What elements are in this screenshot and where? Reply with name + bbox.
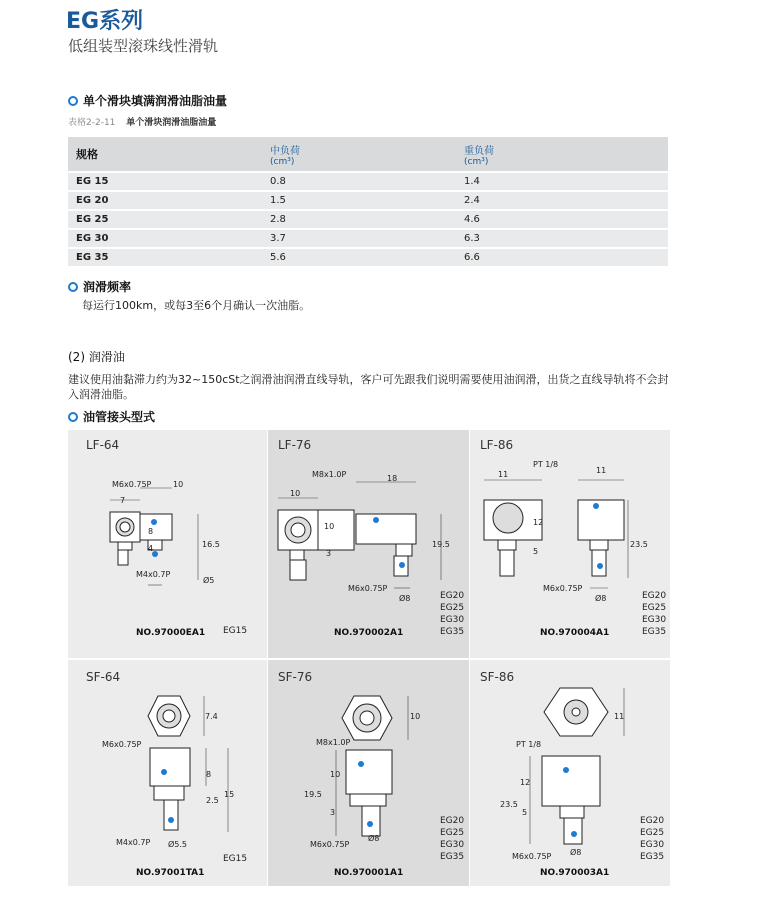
sf76-drawing: [328, 688, 458, 848]
dim-label: M6x0.75P: [310, 840, 350, 849]
dim-label: PT 1/8: [516, 740, 542, 749]
sf64-drawing: [128, 688, 258, 848]
dim-label: M4x0.7P: [116, 838, 151, 847]
eg-spec: EG25: [640, 828, 665, 838]
dim-label: M6x0.75P: [112, 480, 152, 489]
fitting-name: LF-64: [86, 438, 120, 452]
eg-spec: EG30: [440, 615, 465, 625]
dim-label: M6x0.75P: [543, 584, 583, 593]
dim-label: 10: [410, 712, 421, 721]
cell-heavy: 6.6: [456, 249, 668, 266]
section-heading-grease: 单个滑块填满润滑油脂油量: [68, 92, 227, 109]
fitting-name: LF-86: [480, 438, 514, 452]
cell-spec: EG 20: [68, 192, 262, 209]
table-row: [68, 249, 668, 266]
eg-spec: EG30: [642, 615, 667, 625]
dim-label: 3: [330, 808, 336, 817]
dim-label: 10: [290, 489, 301, 498]
oil-text: 建议使用油黏滞力约为32~150cSt之润滑油润滑直线导轨，客户可先跟我们说明需要使用油润滑，出货之直线导轨将不会封入润滑油脂。: [68, 373, 669, 401]
dim-label: PT 1/8: [533, 460, 559, 469]
eg-spec: EG20: [640, 816, 665, 826]
dim-label: 10: [324, 522, 335, 531]
lf64-drawing: [88, 470, 258, 605]
fitting-name: LF-76: [278, 438, 312, 452]
dim-label: Ø8: [399, 594, 411, 603]
dim-label: M8x1.0P: [312, 470, 347, 479]
dim-label: Ø5: [203, 576, 215, 585]
part-number: NO.970001A1: [334, 868, 404, 878]
eg-spec: EG20: [440, 591, 465, 601]
page-subtitle: 低组装型滚珠线性滑轨: [68, 37, 219, 55]
dim-label: Ø8: [368, 834, 380, 843]
dim-label: M6x0.75P: [348, 584, 388, 593]
eg-spec: EG25: [440, 828, 465, 838]
part-number: NO.97001TA1: [136, 868, 205, 878]
fitting-name: SF-86: [480, 670, 515, 684]
dim-label: 23.5: [630, 540, 648, 549]
part-number: NO.97000EA1: [136, 628, 206, 638]
part-number: NO.970004A1: [540, 628, 610, 638]
table-row: [68, 173, 668, 190]
eg-spec-list: [642, 590, 666, 638]
dim-label: 18: [387, 474, 398, 483]
eg-spec-list: [440, 590, 464, 638]
dim-label: 7: [120, 496, 126, 505]
dim-label: 15: [224, 790, 235, 799]
cell-medium: 3.7: [262, 230, 456, 247]
dim-label: 4: [148, 544, 154, 553]
eg-spec-list: [640, 815, 664, 863]
col-header-heavy-unit: (cm³): [464, 156, 489, 167]
dim-label: M8x1.0P: [316, 738, 351, 747]
dim-label: 12: [533, 518, 544, 527]
table-caption: [68, 115, 216, 128]
col-header-spec: 规格: [68, 137, 262, 171]
eg-spec: EG25: [440, 603, 465, 613]
eg-spec: EG35: [640, 852, 665, 862]
table-row: [68, 192, 668, 209]
col-header-heavy-label: 重负荷: [464, 145, 494, 157]
col-header-medium-unit: (cm³): [270, 156, 295, 167]
eg-spec-list: [440, 815, 464, 863]
fitting-panel-sf76: [268, 660, 469, 886]
dim-label: 16.5: [202, 540, 220, 549]
cell-heavy: 2.4: [456, 192, 668, 209]
sf86-drawing: [520, 684, 660, 849]
cell-spec: EG 15: [68, 173, 262, 190]
table-row: [68, 211, 668, 228]
dim-label: Ø5.5: [168, 840, 188, 849]
dim-label: 11: [614, 712, 625, 721]
dim-label: Ø8: [570, 848, 582, 857]
bullet-icon: [68, 412, 78, 422]
eg-spec: EG30: [640, 840, 665, 850]
eg-spec: EG15: [223, 626, 248, 636]
dim-label: 8: [148, 527, 154, 536]
eg-spec: EG30: [440, 840, 465, 850]
eg-spec: EG25: [642, 603, 667, 613]
eg-spec: EG35: [440, 852, 465, 862]
dim-label: 10: [173, 480, 184, 489]
dim-label: Ø8: [595, 594, 607, 603]
dim-label: 8: [206, 770, 212, 779]
part-number: NO.970002A1: [334, 628, 404, 638]
table-caption-number: 表格2-2-11: [68, 118, 116, 128]
col-header-heavy: [456, 137, 668, 171]
cell-spec: EG 35: [68, 249, 262, 266]
dim-label: 3: [326, 549, 332, 558]
dim-label: 2.5: [206, 796, 219, 805]
dim-label: M4x0.7P: [136, 570, 171, 579]
fitting-panel-sf64: [68, 660, 267, 886]
bullet-icon: [68, 282, 78, 292]
eg-spec: EG35: [642, 627, 667, 637]
eg-spec: EG20: [440, 816, 465, 826]
dim-label: 12: [520, 778, 531, 787]
section-heading-frequency: 润滑频率: [68, 278, 131, 295]
cell-medium: 5.6: [262, 249, 456, 266]
dim-label: 10: [330, 770, 341, 779]
fitting-name: SF-64: [86, 670, 121, 684]
cell-medium: 1.5: [262, 192, 456, 209]
table-caption-text: 单个滑块润滑油脂油量: [126, 118, 217, 128]
section-heading-oil: (2) 润滑油: [68, 350, 125, 364]
frequency-text: 每运行100km，或每3至6个月确认一次油脂。: [82, 299, 311, 312]
dim-label: 19.5: [432, 540, 450, 549]
grease-table: [68, 135, 668, 268]
dim-label: 5: [522, 808, 528, 817]
cell-medium: 0.8: [262, 173, 456, 190]
cell-heavy: 1.4: [456, 173, 668, 190]
col-header-medium-label: 中负荷: [270, 145, 300, 157]
dim-label: 19.5: [304, 790, 322, 799]
dim-label: 7.4: [205, 712, 218, 721]
cell-spec: EG 30: [68, 230, 262, 247]
section-heading-fitting: 油管接头型式: [68, 408, 155, 425]
part-number: NO.970003A1: [540, 868, 610, 878]
fitting-panel-lf64: [68, 430, 267, 658]
dim-label: M6x0.75P: [512, 852, 552, 861]
dim-label: 23.5: [500, 800, 518, 809]
cell-heavy: 4.6: [456, 211, 668, 228]
bullet-icon: [68, 96, 78, 106]
dim-label: 5: [533, 547, 539, 556]
dim-label: 11: [498, 470, 509, 479]
col-header-medium: [262, 137, 456, 171]
cell-spec: EG 25: [68, 211, 262, 228]
cell-heavy: 6.3: [456, 230, 668, 247]
table-row: [68, 230, 668, 247]
dim-label: 11: [596, 466, 607, 475]
fitting-name: SF-76: [278, 670, 313, 684]
eg-spec: EG15: [223, 854, 248, 864]
eg-spec: EG35: [440, 627, 465, 637]
cell-medium: 2.8: [262, 211, 456, 228]
eg-spec: EG20: [642, 591, 667, 601]
dim-label: M6x0.75P: [102, 740, 142, 749]
page-title: EG系列: [66, 9, 144, 34]
